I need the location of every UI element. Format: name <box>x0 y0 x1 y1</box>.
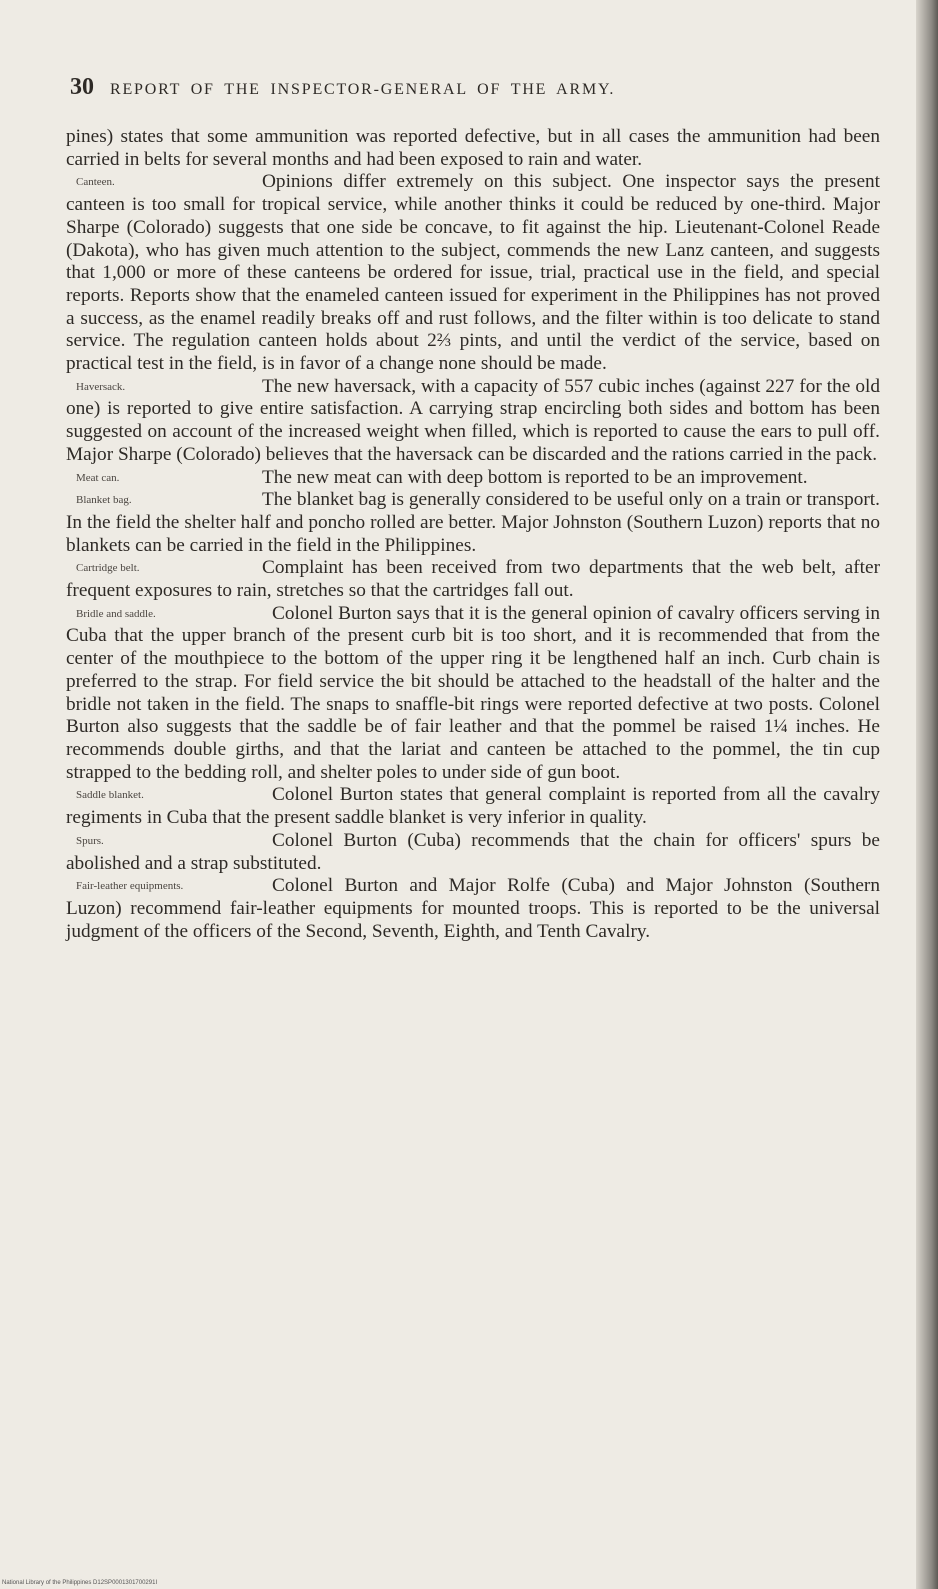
section-fair-leather-equipments <box>66 875 880 943</box>
section-text: Complaint has been received from two departments that the web belt, after frequent exposures to rain, stretches so that the cartridges fall out. <box>66 557 880 602</box>
section-blanket-bag <box>66 489 880 557</box>
margin-note: Haversack. <box>76 380 126 393</box>
margin-note: Spurs. <box>76 834 104 847</box>
report-body <box>66 126 880 943</box>
section-haversack <box>66 376 880 467</box>
section-text: Colonel Burton (Cuba) recommends that the chain for officers' spurs be abolished and a strap substituted. <box>66 829 880 874</box>
margin-note: Meat can. <box>76 471 120 484</box>
section-meat-can <box>66 467 880 490</box>
page-number: 30 <box>70 74 94 100</box>
running-title: REPORT OF THE INSPECTOR-GENERAL OF THE ARMY. <box>110 81 616 98</box>
section-spurs <box>66 830 880 875</box>
section-text: Opinions differ extremely on this subject. One inspector says the present canteen is too small for tropical service, while another thinks it could be reduced by one-third. Major Sharpe (Colorado) suggests that one side be concave, to fit against the hip. Lieutenant-Colonel Reade (Dakota), who has given much attention to the subject, commends the new Lanz canteen, and suggests that 1,000 or more of these canteens be ordered for issue, trial, practical use in the field, and special reports. Reports show that the enameled canteen issued for experiment in the Philippines has not proved a success, as the enamel readily breaks off and rust follows, and the filter within is too delicate to stand service. The regulation canteen holds about 2⅔ pints, and until the verdict of the service, based on practical test in the field, is in favor of a change none should be made. <box>66 171 880 375</box>
book-edge <box>916 0 938 1589</box>
opening-paragraph: pines) states that some ammunition was reported defective, but in all cases the ammunition had been carried in belts for several months and had been exposed to rain and water. <box>66 126 880 170</box>
section-text: Colonel Burton states that general complaint is reported from all the cavalry regiments in Cuba that the present saddle blanket is very inferior in quality. <box>66 784 880 829</box>
section-text: The new haversack, with a capacity of 557 cubic inches (against 227 for the old one) is reported to give entire satisfaction. A carrying strap encircling both sides and bottom has been suggested on account of the increased weight when filled, which is reported to cause the ears to pull off. Major Sharpe (Colorado) believes that the haversack can be discarded and the rations carried in the pack. <box>66 375 880 465</box>
margin-note: Cartridge belt. <box>76 562 140 575</box>
margin-note: Canteen. <box>76 176 115 189</box>
section-text: The new meat can with deep bottom is reported to be an improvement. <box>262 466 808 488</box>
margin-note: Fair-leather equipments. <box>76 880 184 893</box>
section-text: Colonel Burton says that it is the general opinion of cavalry officers serving in Cuba that the upper branch of the present curb bit is too short, and it is recommended that from the center of the mouthpiece to the bottom of the upper ring it be lengthened half an inch. Curb chain is preferred to the strap. For field service the bit should be attached to the headstall of the halter and the bridle not taken in the field. The snaps to snaffle-bit rings were reported defective at two posts. Colonel Burton also suggests that the saddle be of fair leather and that the pommel be raised 1¼ inches. He recommends double girths, and that the lariat and canteen be attached to the pommel, the tin cup strapped to the bedding roll, and shelter poles to under side of gun boot. <box>66 602 880 783</box>
scan-footer: National Library of the Philippines D12SP0001301700291I <box>2 1580 158 1586</box>
margin-note: Blanket bag. <box>76 494 132 507</box>
section-text: The blanket bag is generally considered to be useful only on a train or transport. In the field the shelter half and poncho rolled are better. Major Johnston (Southern Luzon) reports that no blankets can be carried in the field in the Philippines. <box>66 489 880 556</box>
running-head <box>70 74 830 101</box>
section-cartridge-belt <box>66 557 880 602</box>
section-bridle-and-saddle <box>66 603 880 785</box>
section-text: Colonel Burton and Major Rolfe (Cuba) and Major Johnston (Southern Luzon) recommend fair-leather equipments for mounted troops. This is reported to be the universal judgment of the officers of the Second, Seventh, Eighth, and Tenth Cavalry. <box>66 875 880 942</box>
section-canteen <box>66 171 880 375</box>
margin-note: Bridle and saddle. <box>76 607 156 620</box>
margin-note: Saddle blanket. <box>76 789 144 802</box>
section-saddle-blanket <box>66 784 880 829</box>
